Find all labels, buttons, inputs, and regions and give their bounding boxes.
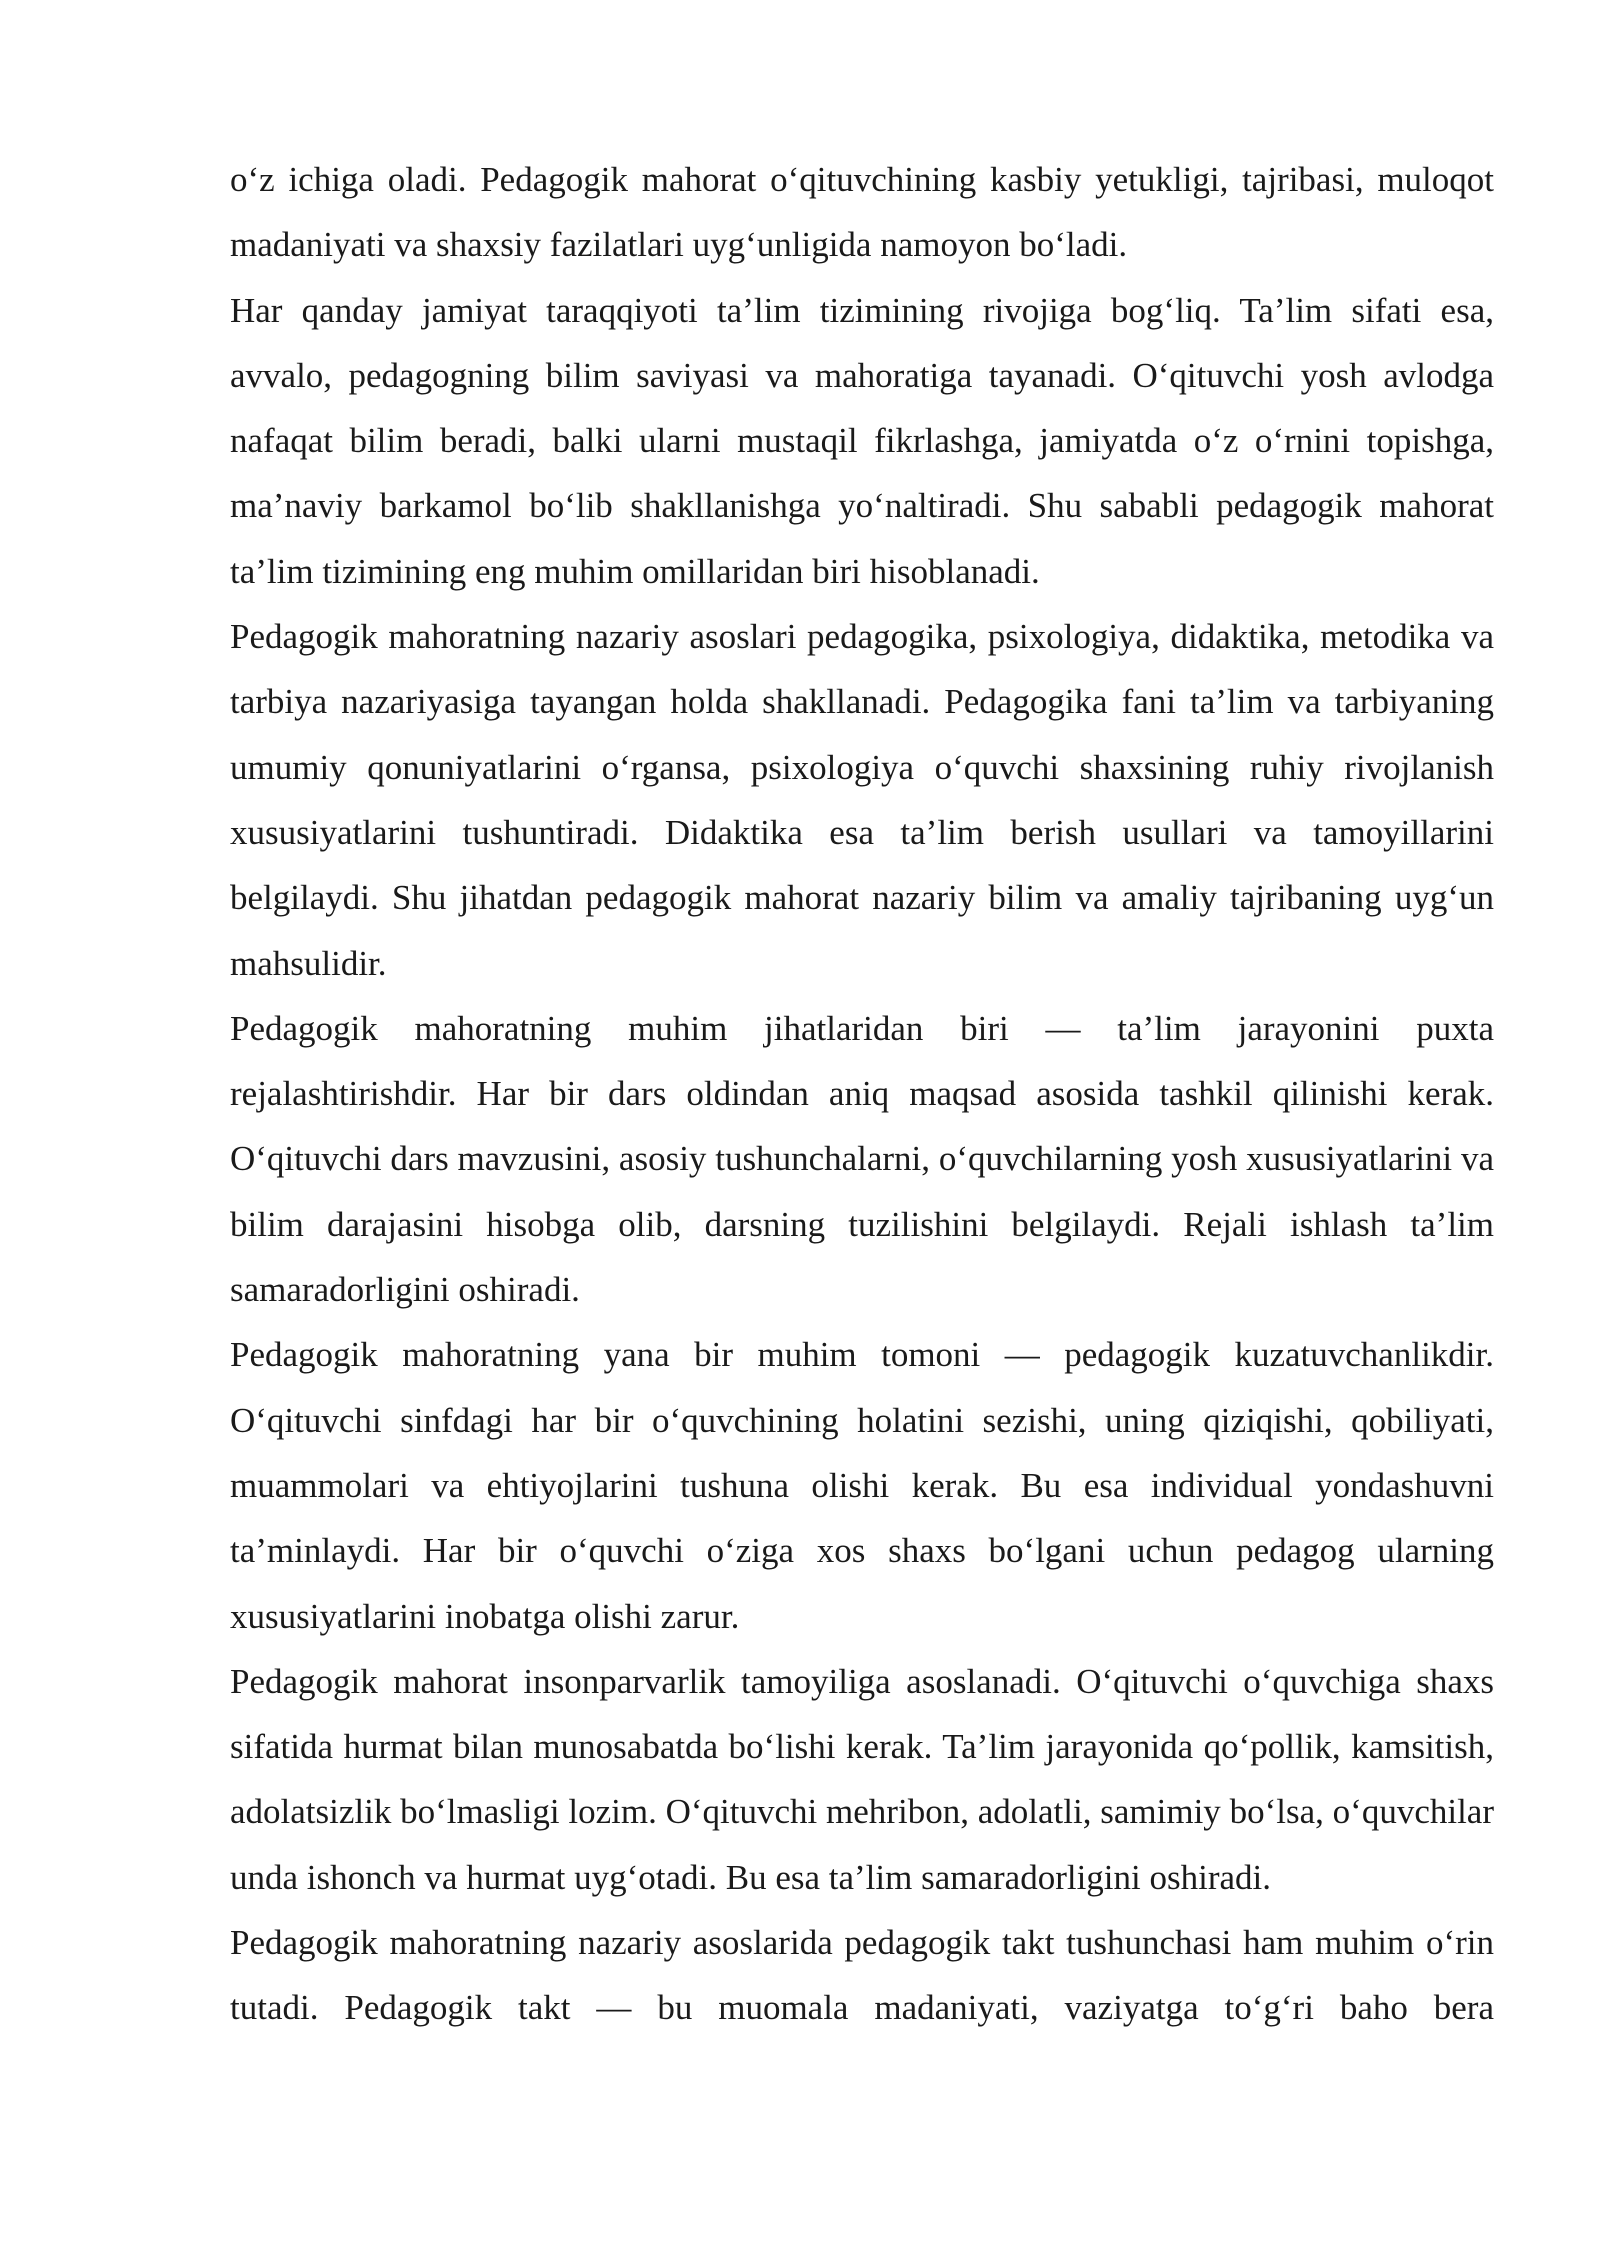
paragraph: Pedagogik mahoratning yana bir muhim tomoni — pedagogik kuzatuvchanlikdir. O‘qituvchi sinfdagi har bir o‘quvchining holatini sezishi, uning qiziqishi, qobiliyati, muammolari va ehtiyojlarini tushuna olishi kerak. Bu esa individual yondashuvni ta’minlaydi. Har bir o‘quvchi o‘ziga xos shaxs bo‘lgani uchun pedagog ularning xususiyatlarini inobatga olishi zarur. <box>230 1335 1494 1636</box>
paragraph: Pedagogik mahoratning nazariy asoslari pedagogika, psixologiya, didaktika, metodika va tarbiya nazariyasiga tayangan holda shakllanadi. Pedagogika fani ta’lim va tarbiyaning umumiy qonuniyatlarini o‘rgansa, psixologiya o‘quvchi shaxsining ruhiy rivojlanish xususiyatlarini tushuntiradi. Didaktika esa ta’lim berish usullari va tamoyillarini belgilaydi. Shu jihatdan pedagogik mahorat nazariy bilim va amaliy tajribaning uyg‘un mahsulidir. <box>230 617 1494 983</box>
paragraph: Pedagogik mahoratning nazariy asoslarida pedagogik takt tushunchasi ham muhim o‘rin tutadi. Pedagogik takt — bu muomala madaniyati, vaziyatga to‘g‘ri baho bera <box>230 1923 1494 2028</box>
paragraph: Pedagogik mahorat insonparvarlik tamoyiliga asoslanadi. O‘qituvchi o‘quvchiga shaxs sifatida hurmat bilan munosabatda bo‘lishi kerak. Ta’lim jarayonida qo‘pollik, kamsitish, adolatsizlik bo‘lmasligi lozim. O‘qituvchi mehribon, adolatli, samimiy bo‘lsa, o‘quvchilar unda ishonch va hurmat uyg‘otadi. Bu esa ta’lim samaradorligini oshiradi. <box>230 1661 1494 1897</box>
paragraph: o‘z ichiga oladi. Pedagogik mahorat o‘qituvchining kasbiy yetukligi, tajribasi, muloqot madaniyati va shaxsiy fazilatlari uyg‘unligida namoyon bo‘ladi. <box>230 160 1494 265</box>
paragraph: Pedagogik mahoratning muhim jihatlaridan biri — ta’lim jarayonini puxta rejalashtirishdir. Har bir dars oldindan aniq maqsad asosida tashkil qilinishi kerak. O‘qituvchi dars mavzusini, asosiy tushunchalarni, o‘quvchilarning yosh xususiyatlarini va bilim darajasini hisobga olib, darsning tuzilishini belgilaydi. Rejali ishlash ta’lim samaradorligini oshiradi. <box>230 1008 1494 1310</box>
document-page <box>230 147 1494 2041</box>
paragraph: Har qanday jamiyat taraqqiyoti ta’lim tizimining rivojiga bog‘liq. Ta’lim sifati esa, avvalo, pedagogning bilim saviyasi va mahoratiga tayanadi. O‘qituvchi yosh avlodga nafaqat bilim beradi, balki ularni mustaqil fikrlashga, jamiyatda o‘z o‘rnini topishga, ma’naviy barkamol bo‘lib shakllanishga yo‘naltiradi. Shu sababli pedagogik mahorat ta’lim tizimining eng muhim omillaridan biri hisoblanadi. <box>230 290 1494 591</box>
